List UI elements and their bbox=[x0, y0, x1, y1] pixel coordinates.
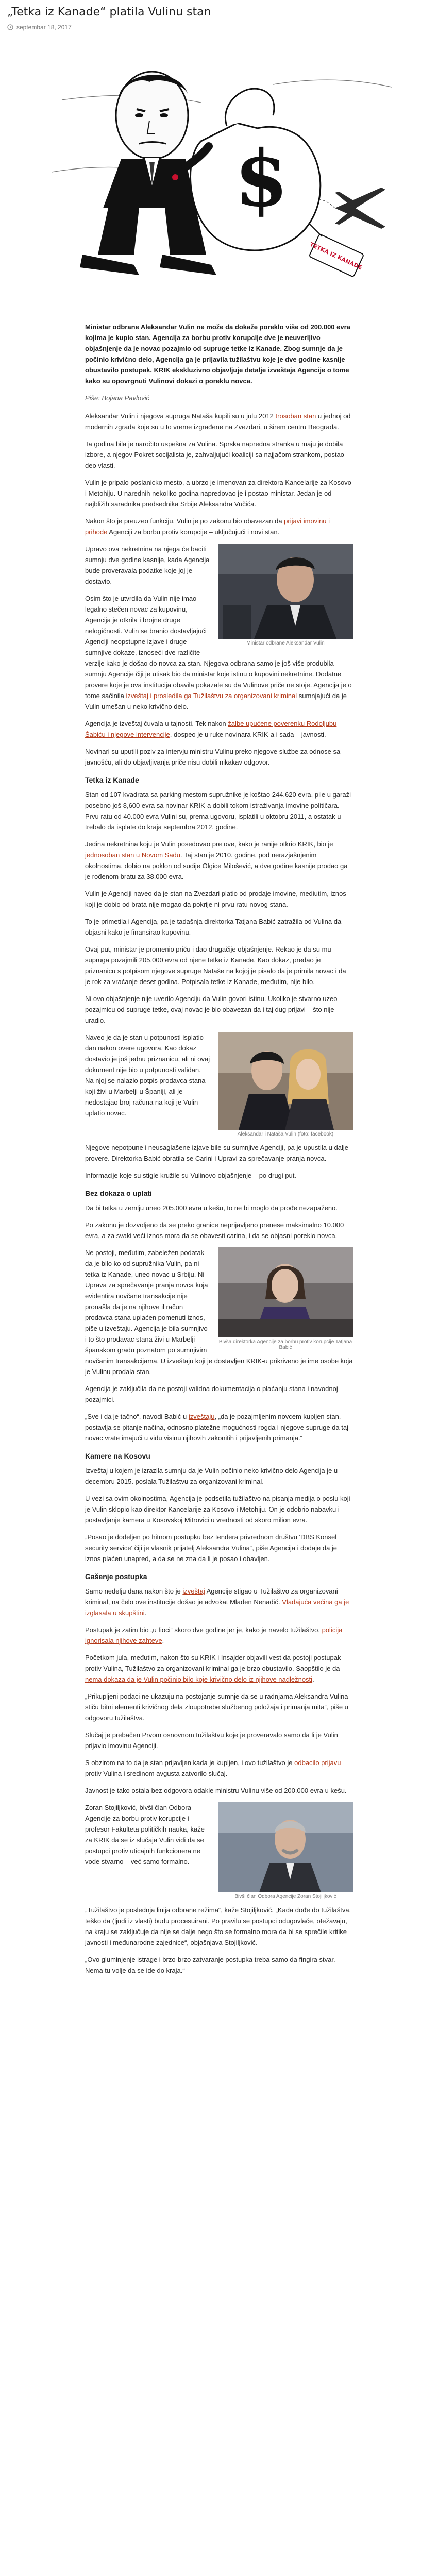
section-heading: Kamere na Kosovu bbox=[85, 1452, 150, 1460]
link-vladajuca[interactable]: Vladajuća većina ga je izglasala u skupštini bbox=[85, 1598, 349, 1617]
paragraph: Agencija je izveštaj čuvala u tajnosti. Tek nakon žalbe upućene poverenku Rodoljubu Šabiću i njegove intervencije, dospeo je u ruke novinara KRIK-a i sada – javnosti. bbox=[85, 720, 337, 738]
paragraph: Upravo ova nekretnina na njega će baciti sumnju dve godine kasnije, kada Agencija bude proveravala podatke koje joj je dostavio. bbox=[85, 545, 210, 585]
paragraph: Stan od 107 kvadrata sa parking mestom supružnike je koštao 244.620 evra, pile u garaži posebno još 8,600 evra sa novinar KRIK-a dobili tokom istraživanja imovine političara. Prvu ratu od 40.000 evra Vulini su, prema ugovoru, isplatili u oktobru 2011, a ostatak u trebalo da isplate do kraja septembra 2012. godine. bbox=[85, 791, 351, 831]
link-policija[interactable]: policija ignorisala njihove zahteve bbox=[85, 1626, 343, 1645]
paragraph: Ne postoji, međutim, zabeležen podatak da je bilo ko od supružnika Vulin, pa ni tetka iz Kanade, uneo novac u Srbiju. Ni Uprava za sprečavanje pranja novca koja evidentira novčane transakcije nije pronašla da je na njihove il račun prodavca stana uplaćen pomenuti iznos, piše u izveštaju. Agencija je bila sumnjivo i to što prodavac stana živi u Marbelji – španskom gradu poznatom po sumnjivim novčanim transakcijama. U izveštaju koji je dostavljen KRIK-u prikriveno je ime osobe koja je Vulinu prodala stan. bbox=[85, 1249, 353, 1376]
paragraph: U vezi sa ovim okolnostima, Agencija je podsetila tužilaštvo na pisanja medija o poslu koji je Vulin sklopio kao direktor Kancelarije za Kosovo i Metohiju. On je odobrio nabavku i postavljanje kamera u Kosovskoj Mitrovici u vrednosti od skoro milion evra. bbox=[85, 1495, 350, 1524]
photo-caption: Bivša direktorka Agencije za borbu protiv korupcije Tatjana Babić bbox=[218, 1339, 352, 1350]
svg-text:$: $ bbox=[234, 133, 289, 224]
paragraph: Postupak je zatim bio „u fioci“ skoro dve godine jer je, kako je navelo tužilaštvo, policija ignorisala njihove zahteve. bbox=[85, 1626, 343, 1645]
paragraph: Agencija je zaključila da ne postoji validna dokumentacija o plaćanju stana i navodnoj pozajmici. bbox=[85, 1385, 338, 1403]
paragraph: Po zakonu je dozvoljeno da se preko granice neprijavljeno prenese maksimalno 10.000 evra, a za svaki veći iznos mora da se obavesti carina, i da se objasni poreklo novca. bbox=[85, 1221, 344, 1240]
paragraph: „Posao je dodeljen po hitnom postupku bez tendera privrednom društvu 'DBS Konsel security service' čiji je vlasnik prijatelj Aleksandra Vulina“, piše Agencija i dodaje da je iznos plaćen unapred, a da se ne zna da li je posao i obavljen. bbox=[85, 1533, 338, 1563]
paragraph: Slučaj je prebačen Prvom osnovnom tužilaštvu koje je proveravalo samo da li je Vulin prijavio imovinu Agenciji. bbox=[85, 1731, 338, 1750]
paragraph: Samo nedelju dana nakon što je izveštaj Agencije stigao u Tužilaštvo za organizovani kriminal, na čelo ove institucije došao je advokat Mladen Nenadić. Vladajuća većina ga je izglasala u skupštini. bbox=[85, 1587, 349, 1617]
link-prijavi-imovinu[interactable]: prijavi imovinu i prihode bbox=[85, 517, 330, 536]
paragraph: Naveo je da je stan u potpunosti isplatio dan nakon overe ugovora. Kao dokaz dostavio je još jednu priznanicu, ali ni ovaj dokument nije bio u potpunosti validan. Na njoj se nalazio potpis prodavca stana koji živi u Marbelji u Španiji, ali je nedostajao broj računa na koji je Vulin uplatio novac. bbox=[85, 1033, 210, 1117]
paragraph: Vulin je Agenciji naveo da je stan na Zvezdari platio od prodaje imovine, mediutim, iznos koji je dobio od brata nije mogao da pokrije ni prvu ratu novog stana. bbox=[85, 890, 346, 908]
photo-vulin bbox=[218, 544, 353, 646]
photo-vulin-couple bbox=[218, 1032, 353, 1137]
paragraph: Novinari su uputili poziv za intervju ministru Vulinu preko njegove službe za odnose sa javnošću, ali do objavljivanja priče nisu dobili nikakav odgovor. bbox=[85, 748, 341, 766]
link-nema-dokaza[interactable]: nema dokaza da je Vulin počinio bilo koje krivično delo iz njihove nadležnosti bbox=[85, 1675, 313, 1683]
link-novi-sad[interactable]: jednosoban stan u Novom Sadu bbox=[85, 851, 181, 859]
paragraph: Zoran Stojiljković, bivši član Odbora Agencije za borbu protiv korupcije i profesor Fakulteta političkih nauka, kaže za KRIK da se iz slučaja Vulin vidi da se postupci protiv uticajnih funkcionera ne vode stvarno – već samo formalno. bbox=[85, 1804, 205, 1866]
paragraph: Informacije koje su stigle kružile su Vulinovo objašnjenje – po drugi put. bbox=[85, 1172, 296, 1179]
article-meta bbox=[7, 24, 431, 31]
paragraph: Javnost je tako ostala bez odgovora odakle ministru Vulinu više od 200.000 evra u kešu. bbox=[85, 1787, 347, 1794]
section-heading: Gašenje postupka bbox=[85, 1572, 147, 1581]
link-odbacilo[interactable]: odbacilo prijavu bbox=[294, 1759, 341, 1767]
article-header bbox=[0, 0, 438, 31]
paragraph: Jedina nekretnina koju je Vulin posedovao pre ove, kako je ranije otkrio KRIK, bio je jednosoban stan u Novom Sadu. Taj stan je 2010. godine, pod nerazjašnjenim okolnostima, dobio na poklon od sudije Olgice Milošević, a dve godine kasnije prodao ga je rođenom bratu za 38.000 evra. bbox=[85, 840, 348, 880]
photo-babic bbox=[218, 1247, 353, 1350]
paragraph: „Prikupljeni podaci ne ukazuju na postojanje sumnje da se u radnjama Aleksandra Vulina stiču bitni elementi krivičnog dela zloupotrebe službenog položaja i primanja mita“, piše u odgovoru tužilaštva. bbox=[85, 1692, 348, 1722]
hero-tag-text: TETKA IZ KANADE bbox=[308, 241, 363, 272]
money-bag-icon bbox=[191, 89, 367, 279]
hero-illustration bbox=[31, 38, 407, 306]
paragraph: Ovaj put, ministar je promenio priču i dao drugačije objašnjenje. Rekao je da su mu supruga pozajmili 205.000 evra od njene tetke iz Kanade. Kao dokaz, predao je priznanicu s potpisom njegove supruge Nataše na kojoj je pisalo da je primila novac i da je rok za vraćanje deset godina. Potpisala tetke iz Kanade, međutim, nije bilo. bbox=[85, 945, 346, 986]
photo-caption: Aleksandar i Nataša Vulin (foto: facebook) bbox=[237, 1131, 334, 1137]
paragraph: Vulin je pripalo poslanicko mesto, a ubrzo je imenovan za direktora Kancelarije za Kosovo i Metohiju. U narednih nekoliko godina napredovao je i postao ministar. Jedan je od najbližih saradnika predsednika Srbije Aleksandra Vučića. bbox=[85, 479, 351, 508]
paragraph: Izveštaj u kojem je izrazila sumnju da je Vulin počinio neko krivično delo Agencija je u decembru 2015. poslala Tužilaštvu za organizovani kriminal. bbox=[85, 1467, 338, 1485]
paragraph: Ta godina bila je naročito uspešna za Vulina. Sprska napredna stranka u maju je dobila izbore, a njegov Pokret socijalista je, zahvaljujući koaliciji sa najjačom strankom, postao deo vlasti. bbox=[85, 440, 344, 469]
paragraph: Aleksandar Vulin i njegova supruga Nataša kupili su u julu 2012 trosoban stan u jednoj od modernih zgrada koje su u to vreme izgrađene na Zvezdari, u širem centru Beograda. bbox=[85, 412, 351, 431]
paragraph: Početkom jula, međutim, nakon što su KRIK i Insajder objavili vest da postoji postupak protiv Vulina, Tužilaštvo za organizovani kriminal ga je brzo obustavilo. Saopštilo je da nema dokaza da je Vulin počinio bilo koje krivično delo iz njihove nadležnosti. bbox=[85, 1654, 341, 1683]
link-trosoban-stan[interactable]: trosoban stan bbox=[275, 412, 316, 420]
photo-caption: Ministar odbrane Aleksandar Vulin bbox=[246, 640, 325, 646]
link-izvestaju[interactable]: izveštaju bbox=[188, 1413, 215, 1420]
paragraph: Da bi tetka u zemlju uneo 205.000 evra u kešu, to ne bi moglo da prođe nezapaženo. bbox=[85, 1204, 338, 1212]
paragraph: Nakon što je preuzeo funkciju, Vulin je po zakonu bio obavezan da prijavi imovinu i prihode Agenciji za borbu protiv korupcije – uključujući i novi stan. bbox=[85, 517, 330, 536]
photo-stojiljkovic bbox=[218, 1802, 353, 1900]
link-izvestaj-2[interactable]: izveštaj bbox=[182, 1587, 205, 1595]
paragraph: S obzirom na to da je stan prijavljen kada je kupljen, i ovo tužilaštvo je odbacilo prijavu protiv Vulina i sredinom avgusta zatvorilo slučaj. bbox=[85, 1759, 341, 1777]
paragraph: „Ovo gluminjenje istrage i brzo-brzo zatvaranje postupka treba samo da fingira stvar. Nema tu volje da se ide do kraja.“ bbox=[85, 1956, 335, 1974]
paragraph: Osim što je utvrdila da Vulin nije imao legalno stečen novac za kupovinu, Agencija je otkrila i brojne druge nelogičnosti. Vulin se branio dostavljajući Agenciji neopstupne izjave i druge sumnjive dokaze, iznoseći dve različite verzije kako je došao do novca za stan. Njegova odbrana samo je još više produbila sumnju Agencije čiji je utisak bio da ministar koje istinu o kupovini nekretnine. Dodatne provere koje je ova institucija obavila pokazale su da Vulinove priče ne stoje. Agencija je o tome sačinila izveštaj i prosledila ga Tužilaštvu za organizovani kriminal sumnjajući da je Vulin umešan u neko krivično delo. bbox=[85, 595, 352, 710]
paragraph: Njegove nepotpune i neusaglašene izjave bile su sumnjive Agenciji, pa je upustila u dalje provere. Direktorka Babić obratila se Carini i Upravi za sprečavanje pranja novca. bbox=[85, 1144, 348, 1162]
link-izvestaj[interactable]: izveštaj i prosledila ga Tužilaštvu za organizovani kriminal bbox=[126, 692, 297, 700]
paragraph: Ni ovo objašnjenje nije uverilo Agenciju da Vulin govori istinu. Ukoliko je stvarno uzeo pozajmicu od supruge tetke, ovaj novac je bio obavezan da i taj dug prijavi – što nije uradio. bbox=[85, 995, 338, 1024]
paragraph: „Sve i da je tačno“, navodi Babić u izveštaju, „da je pozajmljenim novcem kupljen stan, postavlja se pitanje načina, odnosno platežne mogućnosti rogda i njegove supruge da taj novac vrate imajući u vidu visinu njihovih zakonitih i prijavljenih primanja.“ bbox=[85, 1413, 348, 1442]
section-heading: Bez dokaza o uplati bbox=[85, 1189, 152, 1197]
paragraph: To je primetila i Agencija, pa je tadašnja direktorka Tatjana Babić zatražila od Vulina da objasni kako je finansirao kupovinu. bbox=[85, 918, 342, 936]
article-author: Piše: Bojana Pavlović bbox=[85, 394, 150, 402]
airplane-icon bbox=[335, 188, 385, 229]
clock-icon bbox=[7, 24, 13, 30]
photo-caption: Bivši član Odbora Agencije Zoran Stojiljković bbox=[234, 1894, 336, 1900]
article-lead: Ministar odbrane Aleksandar Vulin ne može da dokaže poreklo više od 200.000 evra kojima je kupio stan. Agencija za borbu protiv korupcije dve je neuverljivo objašnjenje da je novac pozajmio od supruge tetke iz Kanade. Zbog sumnje da je počinio krivično delo, Agencija ga je prijavila tužilaštvu koje je dve godine kasnije obustavilo postupak. KRIK ekskluzivno objavljuje detalje izveštaja Agencije o tome kako su opovrgnuti Vulinovi dokazi o poreklu novca. bbox=[85, 323, 350, 385]
article-body bbox=[0, 321, 438, 1976]
article-title: „Tetka iz Kanade“ platila Vulinu stan bbox=[7, 6, 211, 19]
section-heading: Tetka iz Kanade bbox=[85, 776, 139, 784]
link-zalba[interactable]: žalbe upućene poverenku Rodoljubu Šabiću i njegove intervencije bbox=[85, 720, 337, 738]
article-date: septembar 18, 2017 bbox=[16, 24, 72, 31]
paragraph: „Tužilaštvo je poslednja linija odbrane režima“, kaže Stojiljković. „Kada dođe do tužilaštva, teško da (ljudi iz vlasti) budu procesuirani. Po pravilu se postupci odugovlače, otežavaju, na kraju se zaključuje da nije se dalje nego što se formalno mora da bi se sprečile kritike javnosti i međunarodne zajednice“, objašnjava Stojiljković. bbox=[85, 1906, 351, 1946]
